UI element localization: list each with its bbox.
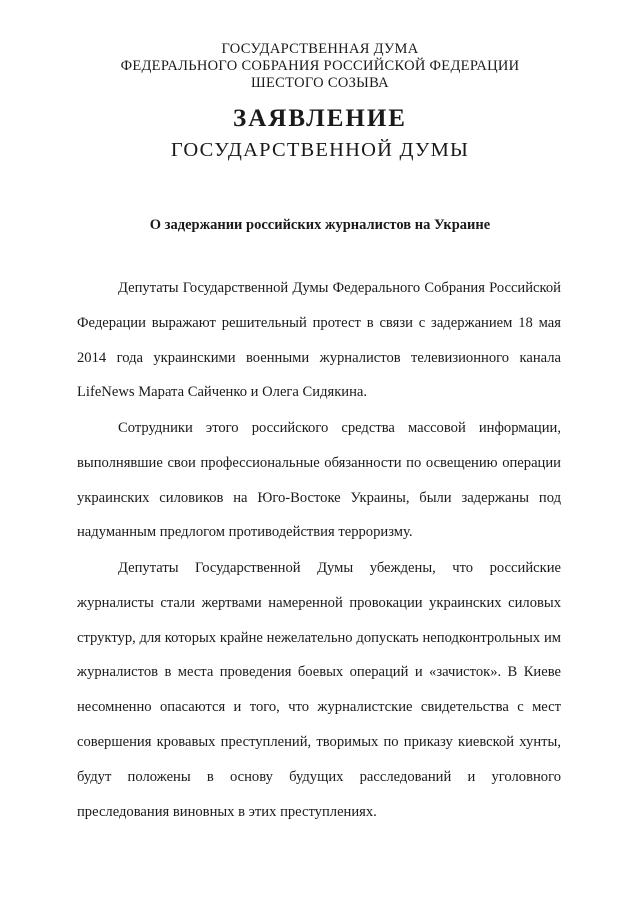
document-subtitle: ГОСУДАРСТВЕННОЙ ДУМЫ bbox=[170, 139, 470, 161]
header-line-assembly: ФЕДЕРАЛЬНОГО СОБРАНИЯ РОССИЙСКОЙ ФЕДЕРАЦИИ bbox=[120, 58, 520, 74]
header-line-convocation: ШЕСТОГО СОЗЫВА bbox=[251, 75, 389, 91]
paragraph-provocation: Депутаты Государственной Думы убеждены, что российские журналисты стали жертвами намеренной провокации украинских силовых структур, для которых крайне нежелательно допускать неподконтрольных им журналистов в места проведения боевых операций и «зачисток». В Киеве несомненно опасаются и того, что журналистские свидетельства с мест совершения кровавых преступлений, творимых по приказу киевской хунты, будут положены в основу будущих расследований и уголовного преследования виновных в этих преступлениях. bbox=[77, 560, 561, 820]
document-title: ЗАЯВЛЕНИЕ bbox=[233, 105, 407, 132]
paragraph-protest: Депутаты Государственной Думы Федерального Собрания Российской Федерации выражают решительный протест в связи с задержанием 18 мая 2014 года украинскими военными журналистов телевизионного канала LifeNews Марата Сайченко и Олега Сидякина. bbox=[77, 280, 561, 401]
document-header bbox=[0, 41, 640, 92]
document-subject: О задержании российских журналистов на Украине bbox=[149, 217, 491, 233]
header-line-duma: ГОСУДАРСТВЕННАЯ ДУМА bbox=[221, 41, 419, 57]
paragraph-employees: Сотрудники этого российского средства массовой информации, выполнявшие свои профессиональные обязанности по освещению операции украинских силовиков на Юго-Востоке Украины, были задержаны под надуманным предлогом противодействия терроризму. bbox=[77, 420, 561, 541]
